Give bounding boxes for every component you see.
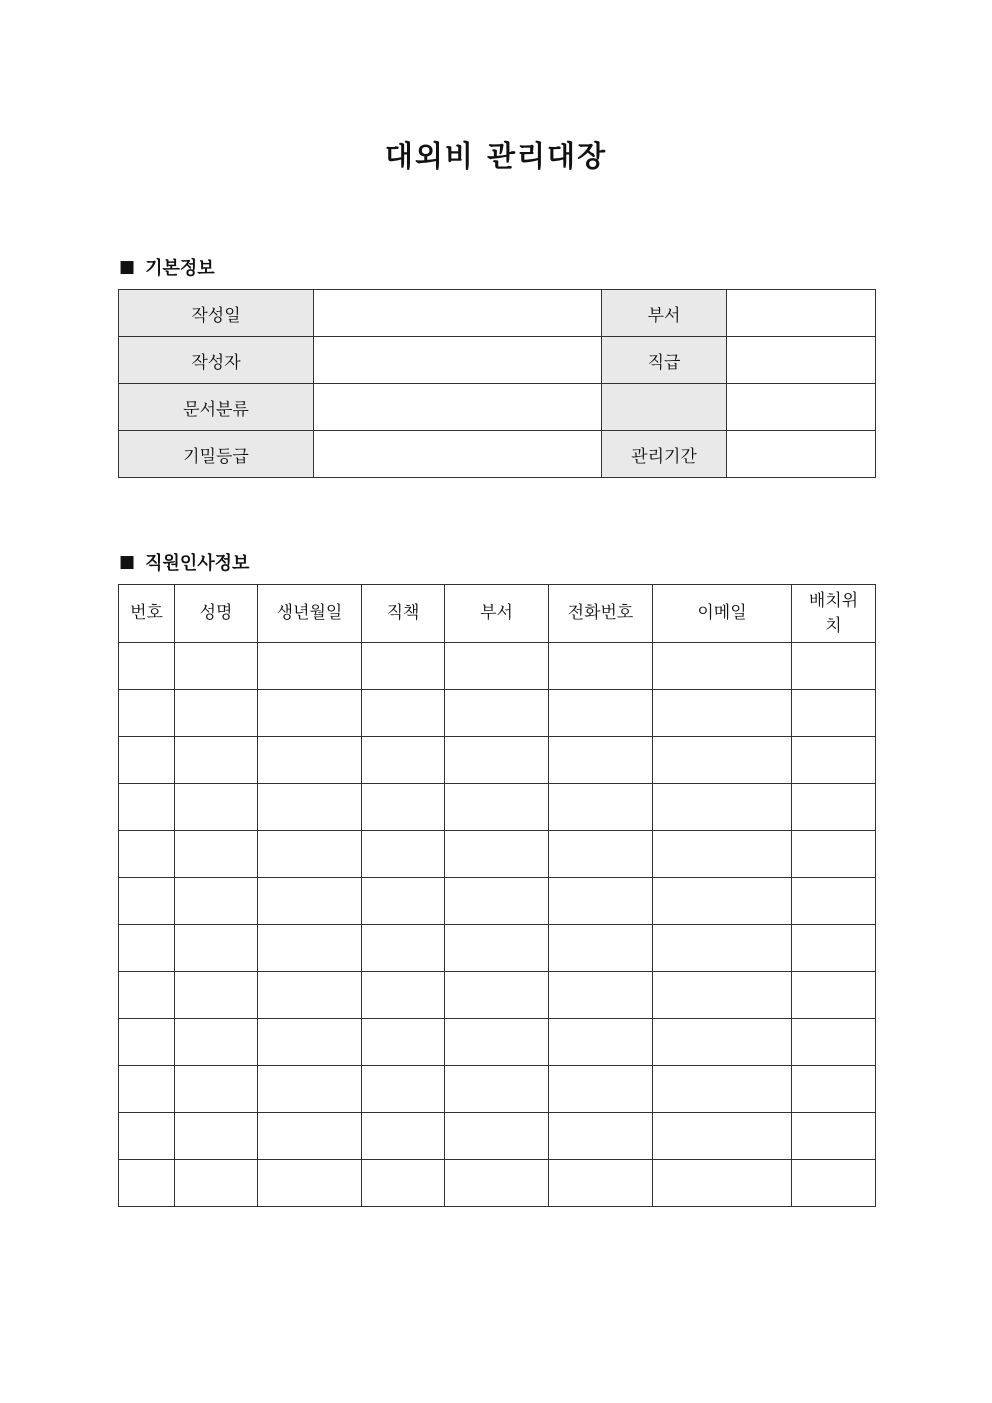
staff-table-cell[interactable]	[119, 925, 175, 972]
basic-info-title: 기본정보	[145, 258, 215, 279]
staff-table-cell[interactable]	[175, 784, 258, 831]
staff-table-header-row	[119, 585, 876, 643]
staff-table-cell[interactable]	[175, 737, 258, 784]
staff-table-cell[interactable]	[549, 878, 653, 925]
info-value-field[interactable]	[727, 290, 876, 337]
staff-table-cell[interactable]	[653, 878, 792, 925]
staff-column-header: 전화번호	[549, 585, 653, 643]
staff-table-cell[interactable]	[653, 831, 792, 878]
staff-table-cell[interactable]	[792, 1113, 876, 1160]
staff-table-cell[interactable]	[792, 737, 876, 784]
staff-table-cell[interactable]	[175, 1113, 258, 1160]
staff-table-cell[interactable]	[362, 972, 445, 1019]
basic-info-row	[119, 431, 876, 478]
staff-table-cell[interactable]	[175, 690, 258, 737]
staff-column-header: 직책	[362, 585, 445, 643]
staff-table-cell[interactable]	[175, 643, 258, 690]
staff-table-cell[interactable]	[175, 1066, 258, 1113]
staff-table-cell[interactable]	[445, 690, 549, 737]
staff-table-cell[interactable]	[792, 1019, 876, 1066]
staff-table-cell[interactable]	[119, 878, 175, 925]
staff-table-cell[interactable]	[549, 1160, 653, 1207]
staff-table-cell[interactable]	[549, 1019, 653, 1066]
staff-table-cell[interactable]	[258, 925, 362, 972]
info-value-field[interactable]	[314, 384, 602, 431]
staff-table-cell[interactable]	[792, 690, 876, 737]
staff-table-row	[119, 737, 876, 784]
staff-column-header: 성명	[175, 585, 258, 643]
info-label: 관리기간	[602, 431, 727, 478]
staff-table-cell[interactable]	[362, 690, 445, 737]
staff-table-row	[119, 1160, 876, 1207]
staff-table-cell[interactable]	[119, 690, 175, 737]
staff-table-cell[interactable]	[549, 831, 653, 878]
staff-table-cell[interactable]	[792, 972, 876, 1019]
staff-table-cell[interactable]	[362, 737, 445, 784]
staff-column-header: 이메일	[653, 585, 792, 643]
staff-table-cell[interactable]	[258, 1066, 362, 1113]
staff-table-row	[119, 831, 876, 878]
staff-table-cell[interactable]	[653, 1066, 792, 1113]
staff-table-cell[interactable]	[445, 972, 549, 1019]
basic-info-table	[118, 289, 876, 478]
info-label: 부서	[602, 290, 727, 337]
staff-table-cell[interactable]	[445, 925, 549, 972]
staff-table-cell[interactable]	[119, 1019, 175, 1066]
staff-table-cell[interactable]	[258, 690, 362, 737]
document-title: 대외비 관리대장	[384, 139, 608, 173]
staff-table-cell[interactable]	[445, 1066, 549, 1113]
staff-table-cell[interactable]	[445, 643, 549, 690]
staff-table-cell[interactable]	[258, 972, 362, 1019]
staff-table-cell[interactable]	[175, 878, 258, 925]
staff-table-row	[119, 784, 876, 831]
staff-table-cell[interactable]	[549, 784, 653, 831]
staff-table-cell[interactable]	[258, 1019, 362, 1066]
staff-column-header: 배치위 치	[792, 585, 876, 643]
staff-table-cell[interactable]	[175, 1019, 258, 1066]
staff-table-cell[interactable]	[119, 972, 175, 1019]
info-label: 기밀등급	[119, 431, 314, 478]
staff-table-cell[interactable]	[119, 1160, 175, 1207]
staff-table-cell[interactable]	[258, 831, 362, 878]
staff-info-heading	[119, 549, 249, 575]
staff-column-header: 부서	[445, 585, 549, 643]
staff-table-cell[interactable]	[445, 1160, 549, 1207]
staff-table-cell[interactable]	[362, 1019, 445, 1066]
staff-table-cell[interactable]	[445, 1113, 549, 1160]
staff-table-cell[interactable]	[792, 925, 876, 972]
info-label: 작성자	[119, 337, 314, 384]
staff-table-cell[interactable]	[119, 737, 175, 784]
staff-table-cell[interactable]	[362, 1160, 445, 1207]
info-label: 직급	[602, 337, 727, 384]
square-bullet-icon: ■	[119, 257, 136, 277]
staff-table-cell[interactable]	[549, 643, 653, 690]
info-value-field[interactable]	[727, 384, 876, 431]
info-label	[602, 384, 727, 431]
staff-table-cell[interactable]	[258, 1113, 362, 1160]
staff-table-cell[interactable]	[362, 1113, 445, 1160]
staff-table-cell[interactable]	[792, 1160, 876, 1207]
staff-table-cell[interactable]	[258, 1160, 362, 1207]
staff-table-cell[interactable]	[119, 831, 175, 878]
staff-table-cell[interactable]	[362, 1066, 445, 1113]
staff-table-cell[interactable]	[362, 831, 445, 878]
staff-table-cell[interactable]	[549, 1066, 653, 1113]
staff-table-cell[interactable]	[258, 737, 362, 784]
staff-table-cell[interactable]	[792, 784, 876, 831]
staff-table-cell[interactable]	[445, 737, 549, 784]
staff-table-cell[interactable]	[258, 878, 362, 925]
staff-table-cell[interactable]	[258, 643, 362, 690]
staff-table-cell[interactable]	[445, 878, 549, 925]
staff-table-row	[119, 1113, 876, 1160]
staff-table-cell[interactable]	[653, 1019, 792, 1066]
staff-table-cell[interactable]	[445, 784, 549, 831]
staff-table-row	[119, 1019, 876, 1066]
staff-table-cell[interactable]	[653, 1113, 792, 1160]
staff-info-table	[118, 584, 876, 1207]
staff-table-cell[interactable]	[362, 784, 445, 831]
staff-table-row	[119, 878, 876, 925]
staff-table-cell[interactable]	[119, 784, 175, 831]
staff-column-header: 생년월일	[258, 585, 362, 643]
staff-table-cell[interactable]	[792, 643, 876, 690]
info-label: 작성일	[119, 290, 314, 337]
staff-table-cell[interactable]	[362, 643, 445, 690]
staff-table-cell[interactable]	[653, 643, 792, 690]
staff-table-cell[interactable]	[792, 831, 876, 878]
staff-table-cell[interactable]	[549, 690, 653, 737]
staff-table-cell[interactable]	[362, 925, 445, 972]
staff-table-row	[119, 972, 876, 1019]
staff-table-cell[interactable]	[258, 784, 362, 831]
staff-table-row	[119, 690, 876, 737]
staff-table-row	[119, 1066, 876, 1113]
square-bullet-icon: ■	[119, 552, 136, 572]
staff-table-cell[interactable]	[653, 972, 792, 1019]
staff-table-cell[interactable]	[549, 737, 653, 784]
staff-table-cell[interactable]	[445, 1019, 549, 1066]
staff-table-cell[interactable]	[653, 784, 792, 831]
staff-table-cell[interactable]	[792, 878, 876, 925]
basic-info-row	[119, 290, 876, 337]
staff-table-cell[interactable]	[119, 1113, 175, 1160]
info-label: 문서분류	[119, 384, 314, 431]
staff-table-cell[interactable]	[362, 878, 445, 925]
info-value-field[interactable]	[314, 337, 602, 384]
info-value-field[interactable]	[314, 431, 602, 478]
staff-table-cell[interactable]	[445, 831, 549, 878]
staff-table-cell[interactable]	[549, 1113, 653, 1160]
staff-table-cell[interactable]	[175, 1160, 258, 1207]
staff-table-cell[interactable]	[653, 925, 792, 972]
staff-table-cell[interactable]	[175, 972, 258, 1019]
staff-table-cell[interactable]	[549, 925, 653, 972]
basic-info-row	[119, 384, 876, 431]
info-value-field[interactable]	[727, 337, 876, 384]
staff-table-cell[interactable]	[792, 1066, 876, 1113]
staff-table-cell[interactable]	[175, 925, 258, 972]
basic-info-row	[119, 337, 876, 384]
staff-table-cell[interactable]	[653, 737, 792, 784]
staff-table-row	[119, 925, 876, 972]
staff-table-cell[interactable]	[175, 831, 258, 878]
staff-table-cell[interactable]	[549, 972, 653, 1019]
staff-info-title: 직원인사정보	[145, 553, 250, 574]
staff-table-row	[119, 643, 876, 690]
staff-table-cell[interactable]	[653, 690, 792, 737]
staff-table-cell[interactable]	[119, 1066, 175, 1113]
info-value-field[interactable]	[314, 290, 602, 337]
info-value-field[interactable]	[727, 431, 876, 478]
staff-column-header: 번호	[119, 585, 175, 643]
staff-table-cell[interactable]	[653, 1160, 792, 1207]
basic-info-heading	[119, 254, 215, 280]
staff-table-cell[interactable]	[119, 643, 175, 690]
